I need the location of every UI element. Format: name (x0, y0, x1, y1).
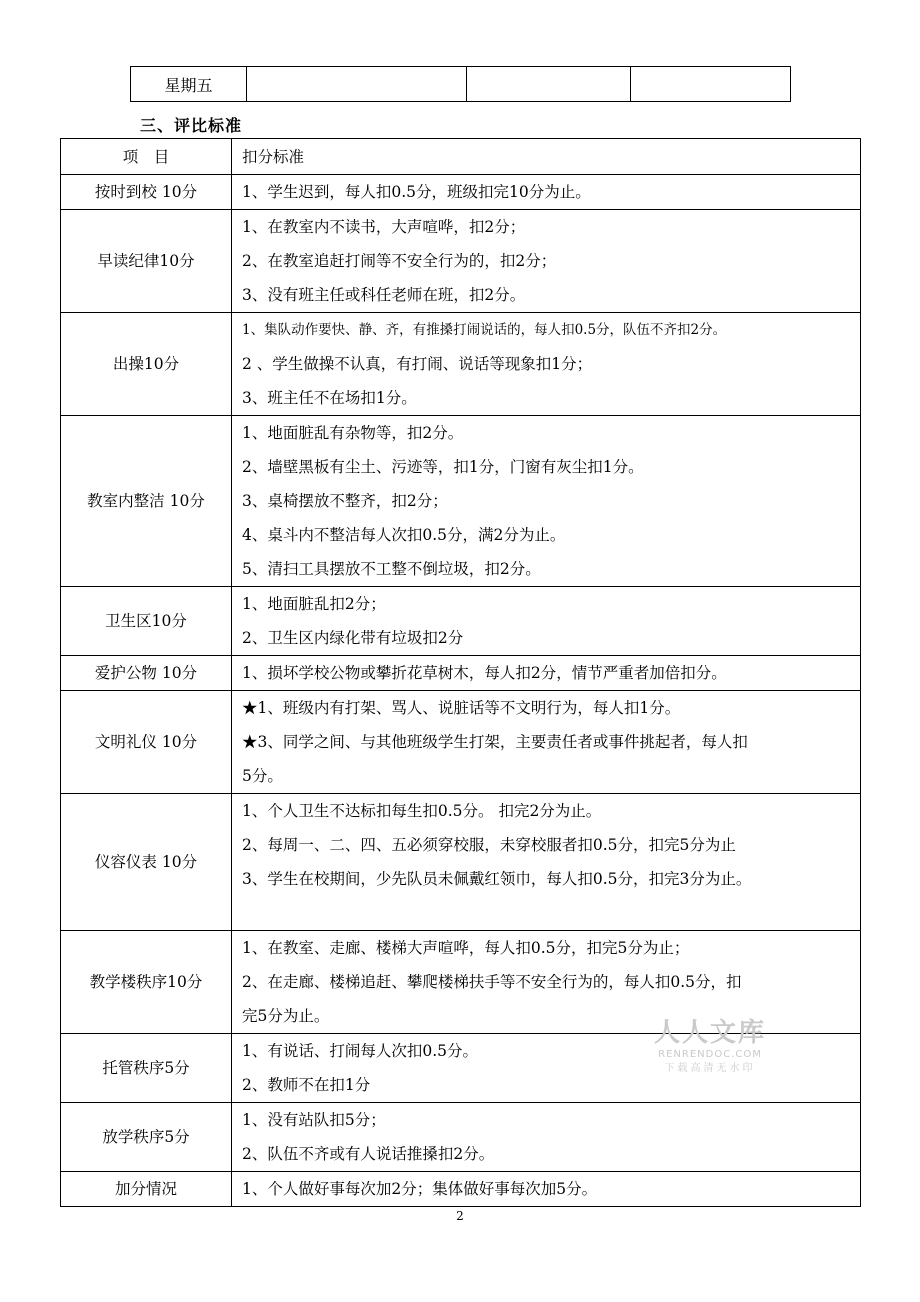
header-rule: 扣分标准 (232, 139, 861, 175)
rule-line: 2、在走廊、楼梯追赶、攀爬楼梯扶手等不安全行为的，每人扣0.5分，扣 (242, 973, 742, 991)
watermark-subtitle: 下载高清无水印 (664, 1063, 756, 1074)
rule-line: 2、墙壁黑板有尘土、污迹等，扣1分，门窗有灰尘扣1分。 (242, 458, 644, 476)
rule-line: 完5分为止。 (242, 1007, 330, 1025)
rule-cell (232, 416, 861, 587)
rule-cell (232, 210, 861, 313)
rule-line: 1、学生迟到，每人扣0.5分，班级扣完10分为止。 (242, 183, 591, 201)
rule-cell (232, 656, 861, 691)
table-row (61, 794, 861, 931)
table-row (61, 587, 861, 656)
table-row (61, 210, 861, 313)
item-cell: 仪容仪表 10分 (61, 794, 232, 931)
rule-line: ★3、同学之间、与其他班级学生打架，主要责任者或事件挑起者，每人扣 (242, 733, 748, 751)
rule-line: 1、有说话、打闹每人次扣0.5分。 (242, 1042, 479, 1060)
rule-line: 2、队伍不齐或有人说话推搡扣2分。 (242, 1145, 495, 1163)
item-cell: 文明礼仪 10分 (61, 691, 232, 794)
rule-line: 5、清扫工具摆放不工整不倒垃圾，扣2分。 (242, 560, 541, 578)
rule-line: 1、集队动作要快、静、齐，有推搡打闹说话的，每人扣0.5分，队伍不齐扣2分。 (242, 322, 727, 338)
rule-line: 5分。 (242, 767, 283, 785)
section-heading: 三、评比标准 (140, 116, 243, 135)
rule-line: 2、在教室追赶打闹等不安全行为的，扣2分； (242, 252, 557, 270)
item-cell: 卫生区10分 (61, 587, 232, 656)
empty-cell (467, 67, 631, 102)
item-cell: 加分情况 (61, 1172, 232, 1207)
rule-cell (232, 1172, 861, 1207)
schedule-table-fragment (130, 66, 791, 102)
rule-cell (232, 175, 861, 210)
header-item: 项 目 (61, 139, 232, 175)
rule-line: 1、个人做好事每次加2分；集体做好事每次加5分。 (242, 1180, 598, 1198)
empty-cell (631, 67, 791, 102)
rule-line: 3、学生在校期间，少先队员未佩戴红领巾，每人扣0.5分，扣完3分为止。 (242, 870, 752, 888)
rule-line: 1、在教室内不读书，大声喧哗，扣2分； (242, 218, 526, 236)
rule-line: 1、没有站队扣5分； (242, 1111, 386, 1129)
item-cell: 教室内整洁 10分 (61, 416, 232, 587)
watermark-url: RENRENDOC.COM (658, 1049, 762, 1060)
rule-line: 1、地面脏乱有杂物等，扣2分。 (242, 424, 464, 442)
table-row (61, 691, 861, 794)
item-cell: 教学楼秩序10分 (61, 931, 232, 1034)
rule-line: 3、班主任不在场扣1分。 (242, 389, 417, 407)
rule-line: 4、桌斗内不整洁每人次扣0.5分，满2分为止。 (242, 526, 566, 544)
item-cell: 出操10分 (61, 313, 232, 416)
item-cell: 托管秩序5分 (61, 1034, 232, 1103)
watermark-title: 人人文库 (653, 1018, 766, 1048)
page-number: 2 (456, 1209, 464, 1223)
item-cell: 按时到校 10分 (61, 175, 232, 210)
rule-line: 1、地面脏乱扣2分； (242, 595, 386, 613)
rule-line: 2、每周一、二、四、五必须穿校服，未穿校服者扣0.5分，扣完5分为止 (242, 836, 736, 854)
rule-cell (232, 587, 861, 656)
item-cell: 早读纪律10分 (61, 210, 232, 313)
watermark-logo (646, 1018, 774, 1076)
rule-line: 3、桌椅摆放不整齐，扣2分； (242, 492, 448, 510)
rule-line: 3、没有班主任或科任老师在班，扣2分。 (242, 286, 526, 304)
table-row (61, 313, 861, 416)
rule-line: 1、损坏学校公物或攀折花草树木，每人扣2分，情节严重者加倍扣分。 (242, 664, 727, 682)
empty-cell (247, 67, 467, 102)
table-row (61, 656, 861, 691)
day-cell: 星期五 (131, 67, 247, 102)
rule-cell (232, 1103, 861, 1172)
table-row (61, 416, 861, 587)
rule-cell (232, 794, 861, 931)
table-row (131, 67, 791, 102)
rule-line: 1、在教室、走廊、楼梯大声喧哗，每人扣0.5分，扣完5分为止； (242, 939, 690, 957)
table-row (61, 1103, 861, 1172)
rule-line: 1、个人卫生不达标扣每生扣0.5分。 扣完2分为止。 (242, 802, 602, 820)
item-cell: 爱护公物 10分 (61, 656, 232, 691)
table-row (61, 1172, 861, 1207)
rule-cell (232, 313, 861, 416)
table-row (61, 175, 861, 210)
rule-line: ★1、班级内有打架、骂人、说脏话等不文明行为，每人扣1分。 (242, 699, 681, 717)
rule-line: 2 、学生做操不认真，有打闹、说话等现象扣1分； (242, 355, 593, 373)
table-header-row (61, 139, 861, 175)
rule-line: 2、教师不在扣1分 (242, 1076, 371, 1094)
item-cell: 放学秩序5分 (61, 1103, 232, 1172)
rule-cell (232, 691, 861, 794)
rule-line: 2、卫生区内绿化带有垃圾扣2分 (242, 629, 464, 647)
